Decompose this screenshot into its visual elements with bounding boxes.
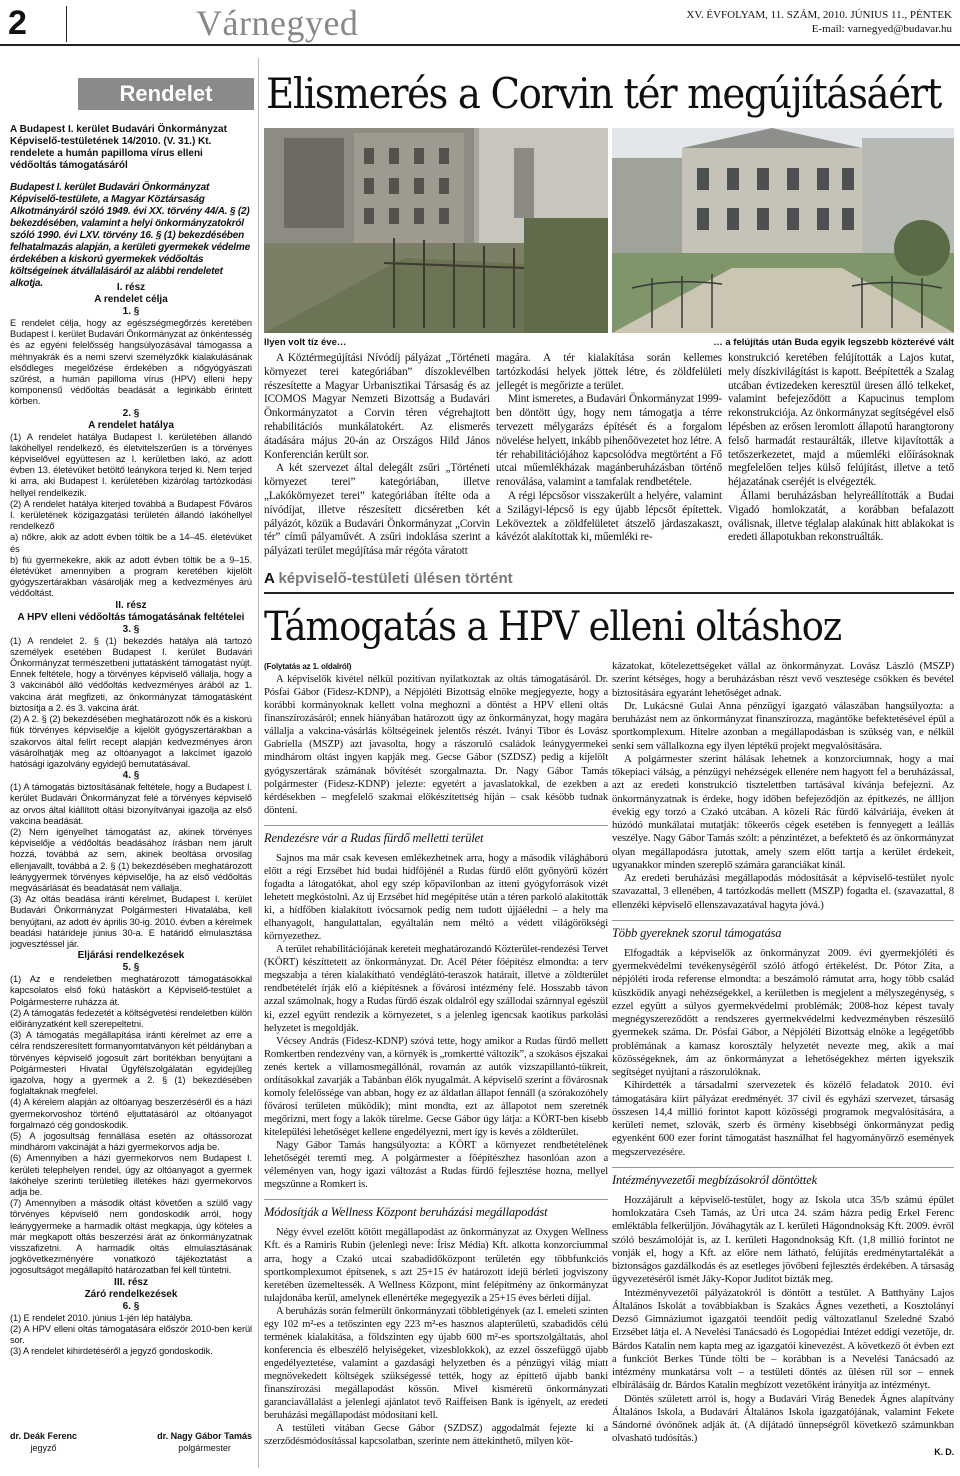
section-text: E rendelet célja, hogy az egészségmegőrzés keretében Budapest I. kerület Budavári Önkormányzat az önkéntesség és az egyéni felelősség hangsúlyozásával támogassa a méhnyakrák és a nemi szervi személyzőkk kialakulásának elsődleges megelőzése érdekében a nőgyógyászati szűrést, a humán papilloma vírus (HPV) elleni hepy komponensű védőoltás beadását a leginkább érintett körben. xyxy=(10,318,252,407)
section-text: (2) A rendelet hatálya kiterjed továbbá a Budapest Főváros I. kerületének közigazgatási területén állandó lakóhellyel rendelkező xyxy=(10,498,252,532)
paragraph: magára. A tér kialakítása során kellemes tartózkodási helyek jöttek létre, és zöldfelületi jellegét is megőrizte a terület. xyxy=(496,352,722,392)
part-subtitle: Záró rendelkezések xyxy=(84,1288,178,1300)
paragraph: Hozzájárult a képviselő-testület, hogy az Iskola utca 35/b számú épület homlokzatára Cseh Tamás, az Úri utca 24. szám házra pedig Erkel Ferenc emléktábla felkerüljön. Jóváhagyták az I. kerületi Hágondnokság Kft. 2009. évről szóló beszámolóját is, az I. kerületi Hagondnokság Kft. (1,8 millió forintot ne vonják el, hogy a Kft. az előre nem látható, felújítás eredménytartalékát a biztonságos gazdálkodás és az esetleges jövőbeni fejlesztés érdekében. A társaság ügyvezetéséről ismét Jáky-Kopor Juditot bízták meg. xyxy=(612,1193,954,1286)
masthead-rule xyxy=(0,44,960,46)
section-text: (1) A támogatás biztosításának feltétele, hogy a Budapest I. kerület Budavári Önkormányzat felé a törvényes képviselő az orvos által kiállított oltási bizonyítványai igazolja az első vakcina beadását. xyxy=(10,782,252,826)
paragraph: Állami beruházásban helyreállították a Budai Vigadó homlokzatát, a korábban befalazott oválisnak, illetve téglalap alakúnak hitt ablakokat is eredeti állapotukban rekonstruálták. xyxy=(728,489,954,544)
signer-role: polgármester xyxy=(178,1443,231,1453)
signer-name: dr. Deák Ferenc xyxy=(10,1431,78,1441)
signer-role: jegyző xyxy=(30,1443,57,1453)
part-title: I. rész xyxy=(116,282,146,293)
section-text: (1) E rendelet 2010. június 1-jén lép hatályba. xyxy=(10,1312,193,1323)
article2-column-1 xyxy=(264,660,608,1448)
caption-before: Ilyen volt tíz éve… xyxy=(264,337,347,348)
paragraph: Sajnos ma már csak kevesen emlékezhetnek arra, hogy a második világháború előtt a régi Erzsébet híd budai hídfőjénél a Rudas fürdő előtt gyönyörű közért fogadta a látogatókat, ahol egy szép kőpavilonban az itteni gyógyforrások vizét lehetett megkóstolni. Az új Erzsébet híd megépítése után a téren parkoló alakították ki, a hídfőben kialakított ivócsarnok pedig nem tudott újjáéledni – a hely ma elhanyagolt, hangulattalan, egyáltalán nem méltó a védett világörökségi környezethez. xyxy=(264,852,608,943)
section-text: (5) A jogosultság fennállása esetén az oltássorozat mindhárom vakcináját a házi gyermekorvos adja be. xyxy=(10,1131,252,1153)
signature-left xyxy=(10,1430,77,1454)
rendelet-header: Rendelet xyxy=(78,78,254,110)
rendelet-column xyxy=(0,58,254,1470)
article1-column-1 xyxy=(264,352,490,559)
paragraph: Intézményvezetői pályázatokról is döntött a testület. A Batthyány Lajos Általános Iskolát a továbbiakban is Szakács Ágnes vezetheti, a Kosztolányi Dezső Gimnáziumot igazgatói teendőit pedig változatlanul Szeledné Szabó Erzsébet látja el. A Nevelési Tanácsadó és Logopédiai Intézet eddigi vezetője, dr. Bárdos Katalin nem kapta meg az igazgatói kinevezést. A következő öt évben ezt a funkciót Berkes Tünde tölti be – korábban is a Nevelési Tanácsadó az intézmény munkatársa volt – a testületi döntés az ülésen rül sor – ennek elbírálásáig dr. Bárdos Katalin megbízott vezetőként irányítja az intézményt. xyxy=(612,1286,954,1392)
issue-info xyxy=(686,8,952,36)
rendelet-intro: Budapest I. kerület Budavári Önkormányzat Képviselő-testülete, a Magyar Köztársaság Alkotmányáról szóló 1949. évi XX. törvény 44/A. § (2) bekezdésében, valamint a helyi önkormányzatokról szóló 1990. évi LXV. törvény 16. § (1) bekezdésében felhatalmazás alapján, a kerületi gyermekek védelme érdekében a kiskorú gyermekek védőoltás költségeinek átvállalásáról az alábbi rendeletet alkotja. xyxy=(10,182,250,289)
section-text: (1) Az e rendeletben meghatározott támogatásokkal kapcsolatos első fokú hatáskört a Képviselő-testület a Polgármesterre ruházza át. xyxy=(10,974,252,1007)
paragraph: Kihirdették a társadalmi szervezetek és közélő feladatok 2010. évi támogatására kiírt pályázat eredményét. 37 civil és egyházi szervezet, társaság összesen 14,4 millió forintot kapott közösségi programok megvalósítására, a kerületi nemet, szlovák, szerb és örmény kisebbségi önkormányzat pedig egyenként 600 ezer forint támogatást használhat fel hagyományőrző események megszervezésére. xyxy=(612,1079,954,1158)
paragraph: A polgármester szerint hálásak lehetnek a konzorciumnak, hogy a mai tőkepiaci válság, a pénzügyi nehézségek ellenére nem hagyott fel a beruházással, azt az eredeti konstrukció tisztelettben tartásával kívánja befejezni. Az önkormányzatnak is érdeke, hogy időben befejeződjön az építkezés, ne állljon évekig egy torzó a Czakó utcában. A közeli Rác fürdő kálváriája, éveken át húzódó munkálatai mutatják: tőkeerős cégek esetében is fennyegett a leállás veszélye. Nagy Gábor Tamás szólt: a pénzintézet, a befektető és az önkormányzat olyan megállapodásra jutottak, amely szem előtt tartja a kerület érdekeit, ugyanakkor minden szereplő számára garanciákat kínál. xyxy=(612,752,954,871)
article2-kicker xyxy=(264,570,513,588)
article1-column-3 xyxy=(728,352,954,545)
masthead-divider xyxy=(66,6,67,42)
subheading: Módosítják a Wellness Központ beruházási megállapodást xyxy=(264,1199,608,1220)
section-text: (6) Amennyiben a házi gyermekorvos nem Budapest I. kerületi telephelyen rendel, úgy az oltóanyagot a gyermek lakóhelye szerinti területileg illetékes házi gyermekorvos adja be. xyxy=(10,1153,252,1198)
part-subtitle: Eljárási rendelkezések xyxy=(77,950,185,962)
paragraph: A képviselők kivétel nélkül pozitívan nyilatkoztak az oltás támogatásáról. Dr. Pósfai Gábor (Fidesz-KDNP), a Népjóléti Bizottság elnöke megjegyezte, hogy a korábbi kormányoknak kellett volna meghozni a döntést a HPV elleni oltás finanszírozásáról; ennek hiányában határozott úgy az önkormányzat, hogy magára vállalja a vakcina-vásárlás költségeinek jelentős részét. Iványi Tibor és Lovász Gabriella (MSZP) azt javasolta, hogy a rászoruló családok leánygyermekei mindhárom oltást ingyen kapják meg. Gecse Gábor (SZDSZ) pedig a kijelölt gyógyszertárak számának bővítését szorgalmazta. Dr. Nagy Gábor Tamás polgármester (Fidesz-KDNP) jelezte: egyetért a javaslatokkal, de ezekben a kérdésekben – megfelelő szakmai előkészítettség híján – csak késöbb tudnak dönteni. xyxy=(264,674,608,816)
photo-after xyxy=(612,128,954,333)
paragraph: Elfogadták a képviselők az önkormányzat 2009. évi gyermekjóléti és gyermekvédelmi tevékenységéről szóló átfogó értékelést. Dr. Pótor Zita, a népjóléti iroda referense elmondta: a beszámoló rámutat arra, hogy több család küszködik anyagi nehézségekkel, a kerületben is megjelent a mélyszegénység, s ezzel együtt a súlyos gyermekvédelmi problémák; 2008-hoz képest tavaly megnégyszereződött a rendszeres gyermekvédelmi kedvezményben részesülő gyermekek száma. Dr. Pósfai Gábor, a Népjóléti Bizottság elnöke a legégetőbb problémának a kamasz korosztály helyzetét nevezte meg, akik a mai közösségeknek, ám az önkormányzat a lehetőségekhez mérten igyekszik segítséget nyújtani a rászorulóknak. xyxy=(612,946,954,1078)
kicker-rule xyxy=(264,592,954,594)
section-text: (1) A rendelet hatálya Budapest I. kerületében állandó lakóhellyel rendelkező, és életvitelszerűen is a törvényes képviselővel együttesen az I. kerületben lakó, az adott évben 13. életévüket betöltő leánykora terjed ki. Nem terjed ki arra, aki Budapest I. kerületében kizárólag tartózkodási hellyel rendelkezik. xyxy=(10,431,252,498)
rendelet-subtitle: A Budapest I. kerület Budavári Önkormányzat Képviselő-testületének 14/2010. (V. 31.) Kt. rendelete a humán papilloma vírus elleni védőoltás támogatásáról xyxy=(10,124,227,171)
article1-headline: Elismerés a Corvin tér megújításáért xyxy=(266,69,941,118)
author-signature: K. D. xyxy=(934,1446,954,1457)
paragraph: A Köztérmegújítási Nívódíj pályázat „Történeti környezet terei kategóriában” díszoklevélben részesítette a Magyar Urbanisztikai Társaság és az ICOMOS Magyar Nemzeti Bizottság a Budavári Önkormányzatot a Corvin téren végrehajtott rehabilitációs munkálatokért. Az elismerés átadására május 20-án az Országos Hild János Konferencián került sor. xyxy=(264,352,490,461)
section-number: 1. § xyxy=(122,306,140,317)
continuation-note: (Folytatás az 1. oldalról) xyxy=(264,662,352,671)
signature-right xyxy=(157,1430,252,1454)
section-text: a) nőkre, akik az adott évben töltik be a 14–45. életévüket és xyxy=(10,532,252,554)
part-subtitle: A rendelet célja xyxy=(94,294,168,305)
section-number: 4. § xyxy=(122,770,140,782)
paragraph: Dr. Lukácsné Gulai Anna pénzügyi igazgató válaszában hangsúlyozta: a beruházást nem az önkormányzat finanszírozza, magántőke befektetésével épül a sportkomplexum. Hitelre azonban a megállapodásban is szükség van, e nélkül senki sem vállalkozna egy ilyen léptékű projekt megvalósítására. xyxy=(612,699,954,752)
photo-after-image xyxy=(612,128,954,333)
subheading: Intézményvezetői megbízásokról döntöttek xyxy=(612,1167,954,1188)
paragraph: Döntés született arról is, hogy a Budavári Virág Benedek Ágnes alapítvány Általános Iskola, a Budavári Általános Iskola igazgatójának, valamint Fekete Sándorné óvónőnek adják át. (A díjátadó ünnepségről következő számunkban olvasható tudósítás.) xyxy=(612,1392,954,1445)
section-text: (7) Amennyiben a második oltást követően a szülő vagy törvényes képviselő nem gondoskodik arról, hogy leánygyermeke a harmadik oltást megkapja, úgy köteles a már megkapott oltás beszerzési árát az önkormányzatnak visszafizetni. A harmadik oltás elmulasztásának jogkövetkezményére vonatkozó tájékoztatást a jogosultságot megállapító határozatban fel kell tüntetni. xyxy=(10,1198,252,1276)
section-text: (1) A rendelet 2. § (1) bekezdés hatálya alá tartozó személyek esetében Budapest I. kerület Budavári Önkormányzat természetbeni juttatásként támogatást nyújt. Ennek feltétele, hogy a törvényes képviselő vállalja, hogy a 3 vakcinából álló védőoltás kedvezményes árából az 1. vakcina árát megfizeti, az önkormányzat támogatásként biztosítja a 2. és 3. vakcina árát. xyxy=(10,635,252,713)
article2-headline: Támogatás a HPV elleni oltáshoz xyxy=(264,604,842,650)
issue-line: XV. ÉVFOLYAM, 11. SZÁM, 2010. JÚNIUS 11., PÉNTEK xyxy=(686,9,952,21)
paragraph: Négy évvel ezelőtt kötött megállapodást az önkormányzat az Oxygen Wellness Kft. és a Ramiris Rubin (jelenlegi neve: Írisz Média) Kft. alkotta konzorciummal arra, hogy a Czakó utcai szabadidőközpont területén egy többfunkciós sportkomplexumot építsenek, s azt 25+15 év határozott idejű bérleti jogviszony keretében üzemeltessék. A Wellness Központ, mint felépítmény az önkormányzat tulajdonába kerül, amelynek ellenértéke megegyezik a 25+15 éves bérleti díjjal. xyxy=(264,1227,608,1304)
photo-before-image xyxy=(264,128,608,333)
section-text: (4) A kérelem alapján az oltóanyag beszerzéséről és a házi gyermekorvoshoz történő eljuttatásáról az oltóanyagot forgalmazó cég gondoskodik. xyxy=(10,1097,252,1130)
paragraph: konstrukció keretében felújították a Lajos kutat, mely díszkivilágítást is kapott. Beépítették a Szalag utcában évtizedeken keresztül üresen álló telkeket, valamint befejeződött a Kapucinus templom rekonstrukciója. Az önkormányzat segítségével első lépésben az erősen leromlott állapotú harangtorony felső harmadát restaurálták, illetve kijavították a tetőszerkezetet, majd a műemléki előírásoknak megfelelően teljes külső felújítást, illetve a tető héjazatának cseréjét is elvégezték. xyxy=(728,352,954,489)
section-subtitle: A rendelet hatálya xyxy=(88,419,174,431)
article1-column-2 xyxy=(496,352,722,545)
part-title: III. rész xyxy=(114,1276,148,1288)
part-title: II. rész xyxy=(115,599,147,611)
signatures xyxy=(10,1430,252,1454)
section-text: (3) A támogatás megállapítása iránti kérelmet az erre a célra rendszeresített formanyomtatványon két példányban a törvényes képviselő jogosult zárt borítékban benyújtani a Polgármesteri Hivatal Ügyfélszolgálatán egyidejűleg igazolva, hogy a gyermek a 2. § (1) bekezdésében foglaltaknak megfelel. xyxy=(10,1030,252,1097)
column-divider xyxy=(258,58,259,1468)
part-subtitle: A HPV elleni védőoltás támogatásának feltételei xyxy=(17,611,245,623)
email-line: E-mail: varnegyed@budavar.hu xyxy=(811,23,952,35)
section-number: 5. § xyxy=(122,962,140,974)
section-text: (3) A rendelet kihirdetéséről a jegyző gondoskodik. xyxy=(10,1346,213,1357)
paragraph: A beruházás során felmerült önkormányzati többletigények (az I. emeleti szinten egy 102 m²-es a tetőszinten egy 223 m²-es hasznos alapterületű, szabadidős célú termének kialakítása, a földszinten egy újabb 600 m²-es sportszolgáltatás, ahol konferencia és elbeszélő helyiségeket, vizesblokkok), az ezzel összefüggő újabb engedélyeztetése, valamint a gazdasági helyzetben és a pénzügyi világ miatt megnövekedett költségek szükségessé tették, hogy az építtető újabb banki finanszírozási megállapodást kössön. Mivel kisméretű önkormányzati garanciavállalást a jelenlegi ajánlatot tevő Raiffeisen Bank is igényelt, az eredeti beruházási megállapodást módosítani kell. xyxy=(264,1305,608,1422)
paragraph: Az eredeti beruházási megállapodás módosítását a képviselő-testület nyolc szavazattal, 3 ellenében, 4 tartózkodás mellett (MSZP) fogadta el. (szavazattal, 8 ellenzéki képviselő ellenszavazatával hagyta jóvá.) xyxy=(612,872,954,911)
paragraph: kázatokat, kötelezettségeket vállal az önkormányzat. Lovász László (MSZP) szerint kétséges, hogy a beruházásban részt vevő vesztesége csökken és bevétel biztosítására egyaránt lehetőséget adnak. xyxy=(612,660,954,699)
section-text: (2) Nem igényelhet támogatást az, akinek törvényes képviselője a védőoltás beadásához írásban nem járult hozzá, továbbá az sem, akinek beoltása orvosilag ellenjavallt, továbbá a 2. § (1) bekezdésében meghatározott leánygyermek törvényes képviselője, ha az első védőoltás megvásárlását és beadatását nem vállalja. xyxy=(10,826,252,893)
caption-after: … a felújítás után Buda egyik legszebb közterévé vált xyxy=(713,337,954,348)
paragraph: A két szervezet által delegált zsűri „Történeti környezet terei” kategóriában, illetve „Lakókörnyezet terei” kategóriában ítélte oda a nívódíjat, illetve részesített dicséretben két pályázót, közük a Budavári Önkormányzat „Corvin tér” című pályaművét. A zsűri indoklása szerint a pályázati terület megújítása már régóta váratott xyxy=(264,462,490,558)
section-text: (2) A támogatás fedezetét a költségvetési rendeletben külön előirányzatként kell szerepeltetni. xyxy=(10,1007,252,1029)
section-text: (2) A HPV elleni oltás támogatására először 2010-ben kerül sor. xyxy=(10,1323,252,1346)
section-number: 6. § xyxy=(122,1300,140,1312)
subheading: Rendezésre vár a Rudas fürdő melletti terület xyxy=(264,825,608,846)
section-number: 2. § xyxy=(122,407,140,419)
page-number: 2 xyxy=(8,4,27,42)
paragraph: A testületi vitában Gecse Gábor (SZDSZ) aggodalmát fejezte ki a szerződésmódosítással kapcsolatban, szerinte nem áttekinthető, milyen köt- xyxy=(264,1423,608,1448)
paragraph: Mint ismeretes, a Budavári Önkormányzat 1999-ben döntött úgy, hogy nem támogatja a térre tervezett mélygarázs építését és a forgalom növelése helyett, inkább pihenőövezetet hoz létre. A tér rehabilitációjához kapcsolódva megtörtént a Fő utcai műemlékházak magánberuházásban történő renoválása, valamint a tamfalak rendbetétele. xyxy=(496,393,722,489)
section-text: (2) A 2. § (2) bekezdésében meghatározott nők és a kiskorú fiúk törvényes képviselője a kijelölt gyógyszertárakban a szakorvos által felírt recept alapján kedvezményes áron vásárolhatják meg az oltóanyagot a lakcímet igazoló hatósági igazolvány egyidejű bemutatásával. xyxy=(10,714,252,769)
subheading: Több gyereknek szorul támogatása xyxy=(612,920,954,941)
paragraph: A régi lépcsősor visszakerült a helyére, valamint a Szilágyi-lépcső is egy újabb lépcsőt építettek. Leköveztek a zöldfelületet átszelő járdaszakaszt, kávézót alakítottak ki, műemléki re- xyxy=(496,489,722,544)
section-text: b) fiú gyermekekre, akik az adott évben töltik be a 9–15. életévüket amennyiben a program keretében kijelölt gyógyszertárakban vásárolják meg a kedvezményes árú védőoltást. xyxy=(10,554,252,599)
photo-before xyxy=(264,128,608,333)
paragraph: Vécsey András (Fidesz-KDNP) szóvá tette, hogy amikor a Rudas fürdő mellett Romkertben rendezvény van, a környék is „romkertté változik”, a szokásos éjszakai zenés kertek a villamosmegállónál, rovamán az autók vizszapillantó-tükreit, ordításokkal zavarják a Tabánban élők nyugalmát. A képviselő szerint a fővárosnak komoly felelőssége van abban, hogy ez az áldatlan állapot fennáll (a szórakozóhely fővárosi területen működik); mint mondta, ezt az állapotot nem szeretnék megőrizni, mert fogy a lakók türelme. Gecse Gábor úgy látja: a KÖRT-ben kisebb kitelepülési lehetőséget kellene engedélyezni, mert így is kevés a zöldterület. xyxy=(264,1035,608,1139)
section-text: (3) Az oltás beadása iránti kérelmet, Budapest I. kerület Budavári Önkormányzat Polgármesteri Hivatalába, kell benyújtani, az adott év április 30-ig. 2010. évben a kérelmek beadási határideje június 30-a. E határidő elmulasztása jogvesztéssel jár. xyxy=(10,894,252,949)
paragraph: A terület rehabilitációjának kereteit meghatározandó Közterület-rendezési Tervet (KÖRT) készíttetett az önkormányzat. Dr. Acél Péter főépítész elmondta: a terv megszabja a téren kialakítható vendéglátó-teraszok határait, illetve a zöldterület rendbetételét írják elő a kiépítésnek a fővárosi intézmény felé. Hosszabb távon azzal számolnak, hogy a Rudas fürdő észak oldalról egy szállodai szárnnyal egészül ki, ezzel együtt rendezik a környezetet, s a jelenleg igencsak kaotikus parkolási helyzetet is megoldják. xyxy=(264,944,608,1034)
paragraph: Nagy Gábor Tamás hangsúlyozta: a KÖRT a környezet rendbetételének lehetőségét teremti meg. A polgármester a főépítészhez hasonlóan azon a véleményen van, hogy igazi változást a Rudas fürdő fejlesztése hozna, mellyel megszűnne a Romkert is. xyxy=(264,1140,608,1191)
article2-column-2 xyxy=(612,660,954,1459)
masthead-title: Várnegyed xyxy=(196,3,359,43)
section-number: 3. § xyxy=(122,623,140,635)
kicker-letter: A xyxy=(264,570,275,587)
rendelet-body xyxy=(10,282,252,1357)
kicker-text: képviselő-testületi ülésen történt xyxy=(278,570,513,587)
signer-name: dr. Nagy Gábor Tamás xyxy=(157,1431,252,1441)
